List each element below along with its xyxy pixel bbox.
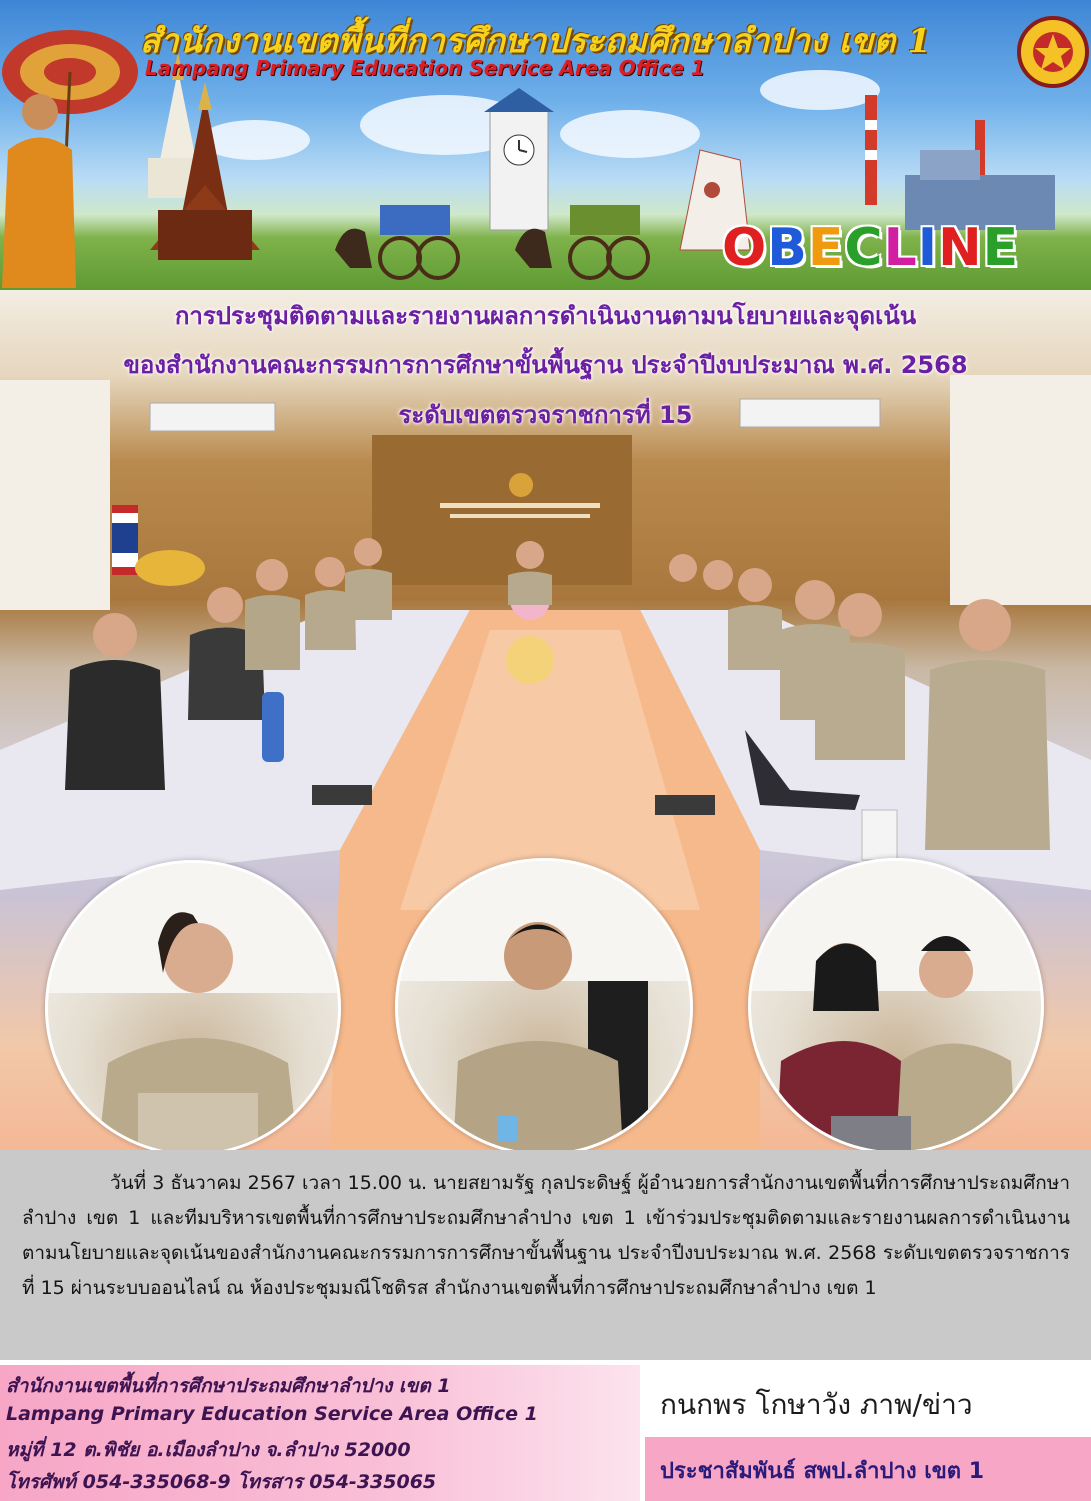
footer-phone: โทรศัพท์ 054-335068-9 โทรสาร 054-335065 bbox=[6, 1471, 437, 1493]
footer-pr-block bbox=[645, 1437, 1091, 1501]
footer-credit-block bbox=[645, 1365, 1091, 1437]
footer bbox=[0, 1365, 1091, 1501]
footer-office-en: Lampang Primary Education Service Area Office 1 bbox=[6, 1403, 538, 1425]
headline-line-1: การประชุมติดตามและรายงานผลการดำเนินงานตามนโยบายและจุดเน้น bbox=[174, 302, 917, 330]
footer-office-th: สำนักงานเขตพื้นที่การศึกษาประถมศึกษาลำปาง เขต 1 bbox=[6, 1375, 451, 1397]
header-banner bbox=[0, 0, 1091, 290]
footer-office-block bbox=[0, 1365, 640, 1501]
footer-address: หมู่ที่ 12 ต.พิชัย อ.เมืองลำปาง จ.ลำปาง 52000 bbox=[6, 1439, 411, 1461]
pr-unit-label: ประชาสัมพันธ์ สพป.ลำปาง เขต 1 bbox=[660, 1459, 985, 1484]
inset-photo-2 bbox=[395, 858, 693, 1150]
inset-photo-3 bbox=[748, 858, 1044, 1150]
caption-text: วันที่ 3 ธันวาคม 2567 เวลา 15.00 น. นายสยามรัฐ กุลประดิษฐ์ ผู้อำนวยการสำนักงานเขตพื้นที่การศึกษาประถมศึกษาลำปาง เขต 1 และทีมบริหารเขตพื้นที่การศึกษาประถมศึกษาลำปาง เขต 1 เข้าร่วมประชุมติดตามและรายงานผลการดำเนินงานตามนโยบายและจุดเน้นของสำนักงานคณะกรรมการการศึกษาขั้นพื้นฐาน ประจำปีงบประมาณ พ.ศ. 2568 ระดับเขตตรวจราชการที่ 15 ผ่านระบบออนไลน์ ณ ห้องประชุมมณีโชติรส สำนักงานเขตพื้นที่การศึกษาประถมศึกษาลำปาง เขต 1 bbox=[22, 1172, 1070, 1299]
obecline-logo: OBECLINE bbox=[722, 218, 1020, 278]
inset-photo-1 bbox=[45, 860, 341, 1150]
banner-title-en: Lampang Primary Education Service Area Office 1 bbox=[145, 56, 705, 80]
photo-news-credit: กนกพร โกษาวัง ภาพ/ข่าว bbox=[660, 1388, 973, 1421]
news-caption bbox=[0, 1150, 1091, 1360]
headline-line-3: ระดับเขตตรวจราชการที่ 15 bbox=[398, 401, 693, 429]
headline-line-2: ของสำนักงานคณะกรรมการการศึกษาขั้นพื้นฐาน ประจำปีงบประมาณ พ.ศ. 2568 bbox=[123, 351, 968, 379]
banner-title-th: สำนักงานเขตพื้นที่การศึกษาประถมศึกษาลำปาง เขต 1 bbox=[140, 21, 932, 60]
meeting-photo bbox=[0, 290, 1091, 1150]
